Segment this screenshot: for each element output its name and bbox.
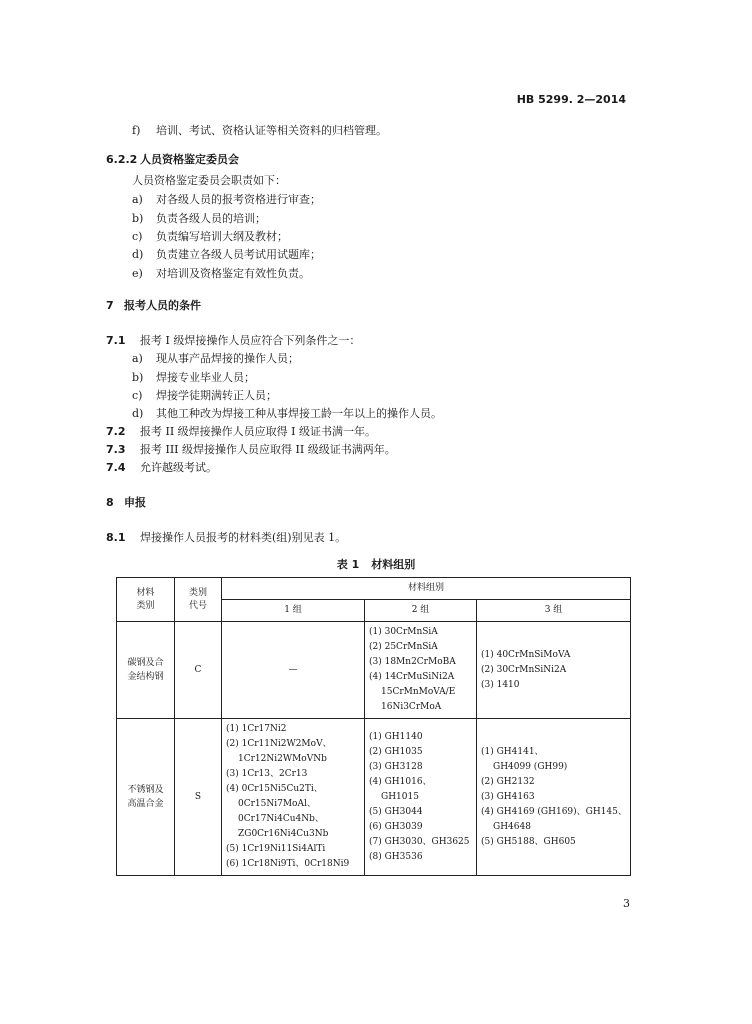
- table-cell-line: (3) 1Cr13、2Cr13: [226, 769, 308, 779]
- clause-text: 焊接操作人员报考的材料类(组)别见表 1。: [140, 531, 347, 544]
- clause-8-1: [106, 531, 346, 545]
- clause-number: 7.4: [106, 461, 126, 474]
- table-row: [117, 622, 631, 719]
- list-item-f: [132, 124, 387, 138]
- list-label: a): [132, 352, 143, 365]
- section-intro: 人员资格鉴定委员会职责如下：: [132, 174, 286, 187]
- clause-number: 7.1: [106, 334, 126, 347]
- row-code: S: [175, 719, 222, 876]
- row-group1-empty: —: [222, 622, 365, 719]
- list-label: f): [132, 124, 141, 137]
- table-cell-line: (1) 1Cr17Ni2: [226, 724, 287, 734]
- table-cell-line: (1) GH1140: [369, 731, 423, 742]
- table-cell-line: (8) GH3536: [369, 851, 423, 862]
- section-number: 7: [106, 299, 114, 312]
- page-number: 3: [623, 897, 630, 910]
- table-cell-line: (4) GH1016、: [369, 776, 432, 787]
- table-cell-line: (7) GH3030、GH3625: [369, 836, 470, 847]
- table-cell-line: (4) GH4169 (GH169)、GH145、: [481, 806, 627, 817]
- table-cell-line: (5) GH3044: [369, 806, 423, 817]
- list-label: d): [132, 407, 144, 420]
- row-group2-list: [365, 719, 477, 876]
- list-text: 培训、考试、资格认证等相关资料的归档管理。: [156, 124, 387, 137]
- table-cell-line: (3) GH3128: [369, 761, 423, 772]
- row-group2-list: [365, 622, 477, 719]
- clause-7-1: [106, 334, 360, 348]
- clause-7-4: [106, 461, 217, 475]
- list-text: 负责各级人员的培训；: [156, 212, 266, 225]
- clause-7-2: [106, 425, 376, 439]
- table-cell-line: (3) GH4163: [481, 791, 535, 802]
- table-cell-line: (2) GH2132: [481, 776, 535, 787]
- table-cell-line: GH4648: [493, 821, 531, 832]
- clause-number: 7.3: [106, 443, 126, 456]
- header-group-3: 3 组: [477, 600, 631, 622]
- table-cell-line: (2) 30CrMnSiNi2A: [481, 664, 567, 675]
- list-item-d: [132, 248, 321, 262]
- header-category-code: 类别代号: [175, 578, 222, 622]
- list-text: 其他工种改为焊接工种从事焊接工龄一年以上的操作人员。: [156, 407, 442, 420]
- list-text: 焊接专业毕业人员；: [156, 371, 255, 384]
- table-cell-line: (1) 30CrMnSiA: [369, 627, 438, 637]
- row-group3-list: [477, 622, 631, 719]
- list-item-7-1-d: [132, 407, 442, 421]
- row-group1-list: [222, 719, 365, 876]
- table-cell-line: (2) GH1035: [369, 746, 423, 757]
- list-text: 现从事产品焊接的操作人员；: [156, 352, 299, 365]
- table-caption-title: 材料组别: [371, 558, 416, 571]
- list-label: c): [132, 389, 143, 402]
- header-group-1: 1 组: [222, 600, 365, 622]
- section-heading-8: [106, 496, 146, 510]
- list-text: 对培训及资格鉴定有效性负责。: [156, 267, 310, 280]
- list-label: d): [132, 248, 144, 261]
- table-cell-line: (2) 25CrMnSiA: [369, 642, 438, 652]
- table-caption: [0, 556, 752, 572]
- table-cell-line: (6) 1Cr18Ni9Ti、0Cr18Ni9: [226, 859, 350, 869]
- list-item-7-1-b: [132, 371, 255, 385]
- list-item-e: [132, 267, 310, 281]
- list-label: b): [132, 371, 144, 384]
- list-item-7-1-c: [132, 389, 277, 403]
- table-cell-line: 1Cr12Ni2WMoVNb: [238, 754, 327, 764]
- table-cell-line: 16Ni3CrMoA: [381, 702, 442, 712]
- list-item-c: [132, 230, 288, 244]
- section-heading-7: [106, 299, 201, 313]
- list-label: e): [132, 267, 143, 280]
- table-cell-line: (5) 1Cr19Ni11Si4AlTi: [226, 844, 326, 854]
- section-title: 申报: [124, 496, 146, 509]
- list-text: 负责编写培训大纲及教材；: [156, 230, 288, 243]
- row-group3-list: [477, 719, 631, 876]
- table-cell-line: (1) 40CrMnSiMoVA: [481, 649, 571, 660]
- list-label: b): [132, 212, 144, 225]
- list-text: 负责建立各级人员考试用试题库；: [156, 248, 321, 261]
- header-material-category: 材料类别: [117, 578, 175, 622]
- table-cell-line: (3) 1410: [481, 679, 520, 690]
- clause-number: 8.1: [106, 531, 126, 544]
- section-number: 6.2.2: [106, 153, 138, 166]
- table-cell-line: (4) 0Cr15Ni5Cu2Ti、: [226, 784, 323, 794]
- table-row: [117, 719, 631, 876]
- table-cell-line: 0Cr15Ni7MoAl、: [238, 799, 316, 809]
- header-material-group: 材料组别: [222, 578, 631, 600]
- material-group-table: [116, 577, 631, 876]
- section-number: 8: [106, 496, 114, 509]
- list-item-7-1-a: [132, 352, 299, 366]
- clause-number: 7.2: [106, 425, 126, 438]
- section-heading-6-2-2: [106, 153, 239, 167]
- table-cell-line: (3) 18Mn2CrMoBA: [369, 657, 456, 667]
- row-category: 不锈钢及高温合金: [117, 719, 175, 876]
- section-title: 人员资格鉴定委员会: [140, 153, 239, 166]
- clause-text: 允许越级考试。: [140, 461, 217, 474]
- header-group-2: 2 组: [365, 600, 477, 622]
- list-item-a: [132, 193, 321, 207]
- clause-text: 报考 II 级焊接操作人员应取得 I 级证书满一年。: [140, 425, 377, 438]
- list-label: c): [132, 230, 143, 243]
- list-label: a): [132, 193, 143, 206]
- list-text: 焊接学徒期满转正人员；: [156, 389, 277, 402]
- section-title: 报考人员的条件: [124, 299, 201, 312]
- table-cell-line: ZG0Cr16Ni4Cu3Nb: [238, 829, 329, 839]
- table-cell-line: 15CrMnMoVA/E: [381, 687, 456, 697]
- table-cell-line: GH4099 (GH99): [493, 761, 568, 772]
- clause-7-3: [106, 443, 396, 457]
- list-text: 对各级人员的报考资格进行审查；: [156, 193, 321, 206]
- table-cell-line: (2) 1Cr11Ni2W2MoV、: [226, 739, 332, 749]
- row-category: 碳钢及合金结构钢: [117, 622, 175, 719]
- table-cell-line: (6) GH3039: [369, 821, 423, 832]
- table-cell-line: 0Cr17Ni4Cu4Nb、: [238, 814, 324, 824]
- list-item-b: [132, 212, 266, 226]
- table-cell-line: (4) 14CrMuSiNi2A: [369, 672, 455, 682]
- standard-code: HB 5299. 2—2014: [516, 93, 626, 106]
- table-cell-line: (5) GH5188、GH605: [481, 836, 576, 847]
- row-code: C: [175, 622, 222, 719]
- table-cell-line: GH1015: [381, 791, 419, 802]
- table-cell-line: (1) GH4141、: [481, 746, 544, 757]
- table-caption-label: 表 1: [336, 558, 360, 571]
- clause-text: 报考 III 级焊接操作人员应取得 II 级级证书满两年。: [140, 443, 396, 456]
- clause-text: 报考 I 级焊接操作人员应符合下列条件之一：: [140, 334, 361, 347]
